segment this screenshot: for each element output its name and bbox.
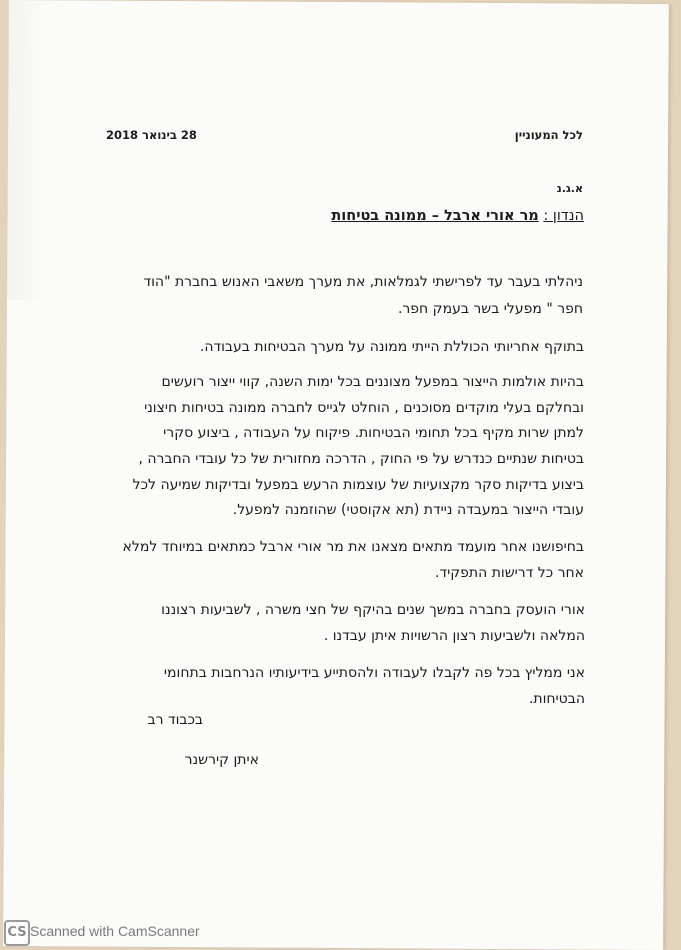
paragraph-3-line-1: בהיות אולמות הייצור במפעל מצוננים בכל ימות השנה, קווי ייצור רועשים xyxy=(161,374,584,390)
closing-text: בכבוד רב xyxy=(147,712,203,728)
paragraph-6-line-2: הבטיחות. xyxy=(528,691,585,707)
letter-addressee: לכל המעוניין xyxy=(514,128,583,142)
paragraph-2-line-1: בתוקף אחריותי הכוללת הייתי ממונה על מערך הבטיחות בעבודה. xyxy=(199,339,584,355)
paragraph-3-line-3: למתן שרות מקיף בכל תחומי הבטיחות. פיקוח על העבודה , ביצוע סקרי xyxy=(163,425,584,441)
letter-page xyxy=(3,0,669,950)
paragraph-6-line-1: אני ממליץ בכל פה לקבלו לעבודה ולהסתייע בידיעותיו הנרחבות בתחומי xyxy=(163,665,585,681)
paragraph-4-line-1: בחיפושנו אחר מועמד מתאים מצאנו את מר אורי ארבל כמתאים במיוחד למלא xyxy=(122,539,584,555)
subject-value: מר אורי ארבל – ממונה בטיחות xyxy=(331,208,539,224)
letter-date: 28 בינואר 2018 xyxy=(106,128,197,142)
signature-name: איתן קירשנר xyxy=(184,752,259,768)
paragraph-1-line-2: חפר " מפעלי בשר בעמק חפר. xyxy=(397,301,583,317)
paragraph-3-line-6: עובדי הייצור במעבדה ניידת (תא אקוסטי) שהוזמנה למפעל. xyxy=(232,502,584,518)
letter-salutation: א.ג.נ xyxy=(556,182,583,195)
camscanner-watermark: Scanned with CamScanner xyxy=(30,923,200,939)
subject-label: הנדון : xyxy=(543,208,584,224)
camscanner-logo-icon: CS xyxy=(4,920,30,946)
paragraph-3-line-5: ביצוע בדיקות סקר מקצועיות של עוצמות הרעש במפעל ובדיקות שמיעה לכל xyxy=(132,477,584,493)
paper-shadow xyxy=(7,0,49,300)
paragraph-5-line-1: אורי הועסק בחברה במשך שנים בהיקף של חצי משרה , לשביעות רצוננו xyxy=(161,602,585,618)
paragraph-4-line-2: אחר כל דרישות התפקיד. xyxy=(435,565,584,581)
paragraph-3-line-4: בטיחות שנתיים כנדרש על פי החוק , הדרכה מחזורית של כל עובדי החברה , xyxy=(138,451,584,467)
paragraph-1-line-1: ניהלתי בעבר עד לפרישתי לגמלאות, את מערך משאבי האנוש בחברת "הוד xyxy=(143,274,583,290)
paragraph-3-line-2: ובחלקם בעלי מוקדים מסוכנים , הוחלט לגייס לחברה ממונה בטיחות חיצוני xyxy=(144,400,584,416)
paragraph-5-line-2: המלאה ולשביעות רצון הרשויות איתן עבדנו . xyxy=(323,628,585,644)
letter-subject xyxy=(331,208,584,224)
